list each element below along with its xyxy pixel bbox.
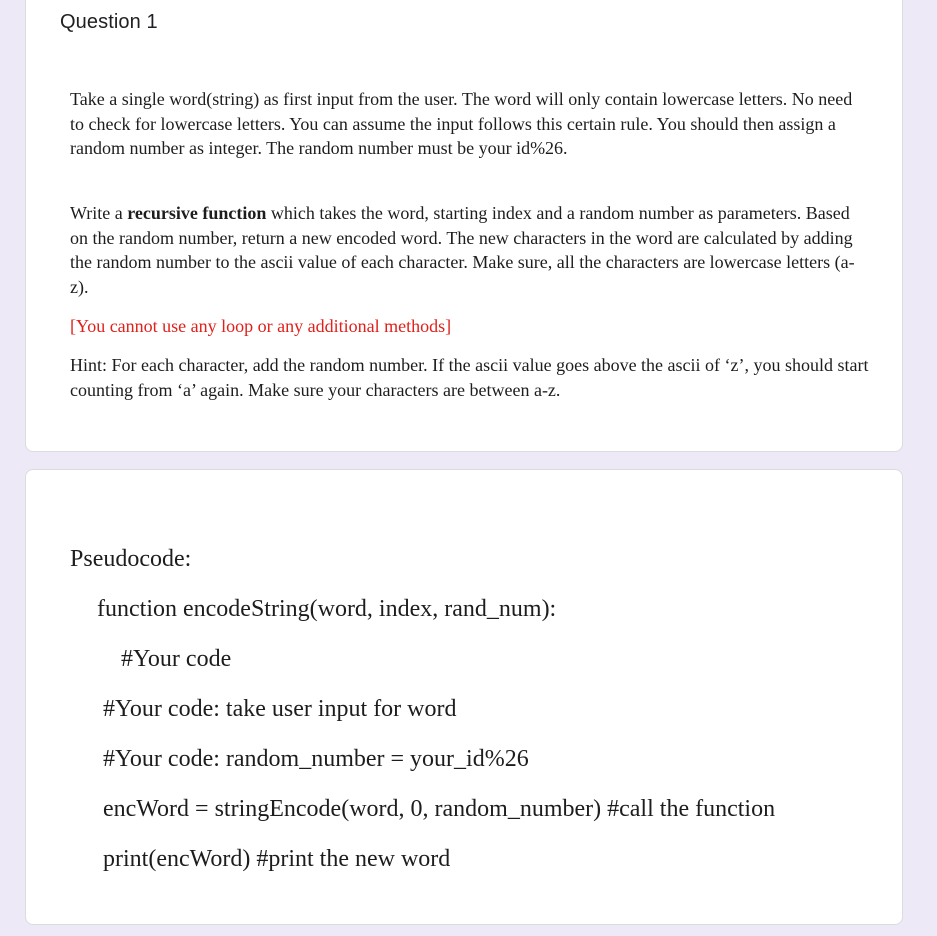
code-line: print(encWord) #print the new word: [103, 846, 451, 872]
code-line: #Your code: [121, 646, 232, 672]
paragraph-text: Write a: [70, 203, 128, 223]
recursive-function-paragraph: [70, 201, 870, 299]
pseudocode-card: [25, 469, 903, 925]
code-line: function encodeString(word, index, rand_num):: [97, 596, 557, 622]
restriction-note: [You cannot use any loop or any additional methods]: [70, 316, 452, 336]
code-line: encWord = stringEncode(word, 0, random_number) #call the function: [103, 796, 776, 822]
bold-term: recursive function: [127, 203, 267, 223]
description-paragraph: Take a single word(string) as first input from the user. The word will only contain lowercase letters. No need to check for lowercase letters. You can assume the input follows this certain rule. You should then assign a random number as integer. The random number must be your id%26.: [70, 89, 853, 158]
hint-paragraph: Hint: For each character, add the random number. If the ascii value goes above the ascii of ‘z’, you should start counting from ‘a’ again. Make sure your characters are between a-z.: [70, 355, 869, 400]
question-card: [25, 0, 903, 452]
code-line: #Your code: take user input for word: [103, 696, 457, 722]
paragraph-text: which takes the word, starting index and a random number as parameters. Based on the random number, return a new encoded word. The new characters in the word are calculated by adding the random number to the ascii value of each character. Make sure, all the characters are lowercase letters (a-z).: [70, 203, 855, 297]
question-title: Question 1: [60, 11, 158, 33]
code-line: #Your code: random_number = your_id%26: [103, 746, 529, 772]
pseudocode-heading: Pseudocode:: [70, 546, 192, 572]
